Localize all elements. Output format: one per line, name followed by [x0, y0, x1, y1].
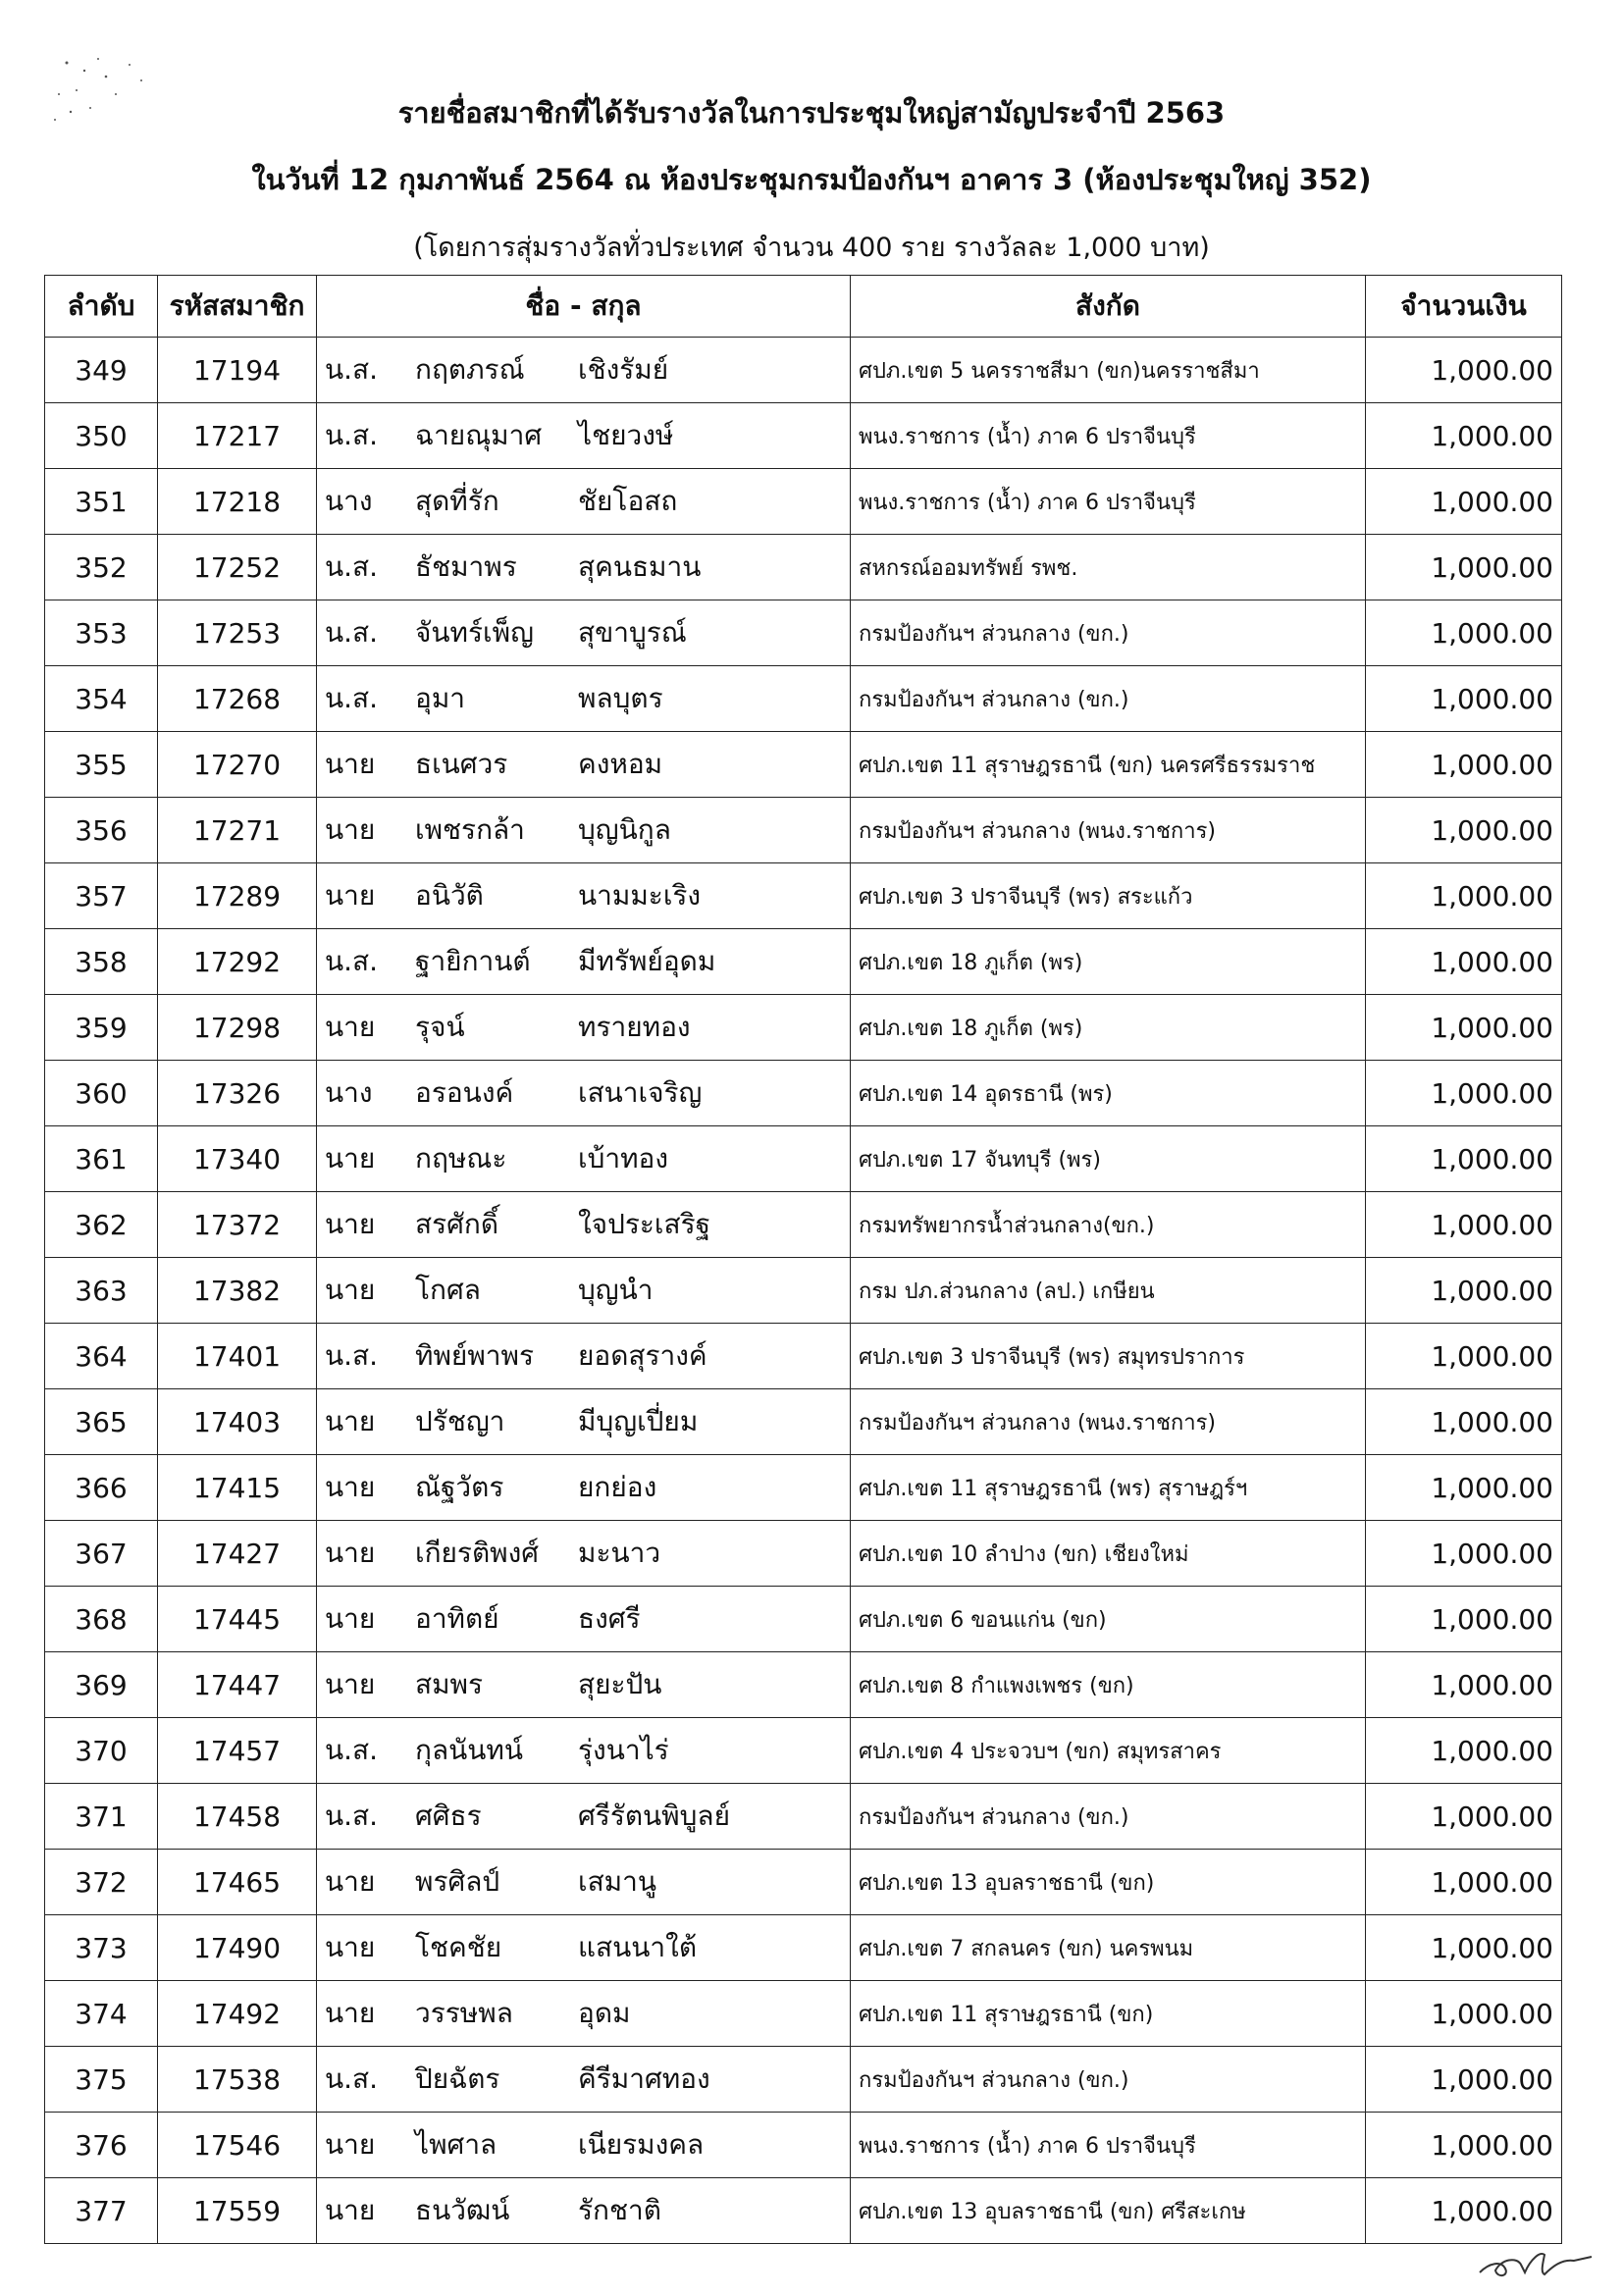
first-name: พรศิลป์: [415, 1865, 500, 1898]
table-row: [45, 2047, 1562, 2113]
first-name: เกียรติพงศ์: [415, 1537, 540, 1569]
first-name: กุลนันทน์: [415, 1734, 523, 1766]
first-name: อาทิตย์: [415, 1602, 499, 1635]
amount: 1,000.00: [1366, 1324, 1562, 1389]
row-number: 375: [45, 2047, 158, 2113]
last-name: เนียรมงคล: [578, 2128, 705, 2161]
amount: 1,000.00: [1366, 1455, 1562, 1521]
table-header-row: [45, 276, 1562, 338]
name-title: นาย: [325, 1208, 376, 1240]
member-id: 17298: [158, 995, 317, 1061]
affiliation: กรมป้องกันฯ ส่วนกลาง (ขก.): [851, 600, 1366, 666]
row-number: 361: [45, 1126, 158, 1192]
col-header-name: ชื่อ - สกุล: [317, 276, 851, 338]
last-name: ยกย่อง: [578, 1471, 657, 1503]
row-number: 367: [45, 1521, 158, 1587]
affiliation: ศปภ.เขต 10 ลำปาง (ขก) เชียงใหม่: [851, 1521, 1366, 1587]
table-row: [45, 1718, 1562, 1784]
last-name: อุดม: [578, 1997, 631, 2029]
row-number: 352: [45, 535, 158, 600]
row-number: 356: [45, 798, 158, 863]
name-title: นาย: [325, 2194, 376, 2226]
affiliation: กรมป้องกันฯ ส่วนกลาง (ขก.): [851, 2047, 1366, 2113]
row-number: 350: [45, 403, 158, 469]
row-number: 355: [45, 732, 158, 798]
winners-table: [44, 275, 1562, 2244]
name-title: นาย: [325, 1011, 376, 1043]
member-name: [317, 338, 851, 403]
table-row: [45, 929, 1562, 995]
amount: 1,000.00: [1366, 929, 1562, 995]
name-title: น.ส.: [325, 2062, 379, 2095]
last-name: แสนนาใต้: [578, 1931, 697, 1963]
first-name: อรอนงค์: [415, 1076, 514, 1109]
member-name: [317, 600, 851, 666]
affiliation: ศปภ.เขต 5 นครราชสีมา (ขก)นครราชสีมา: [851, 338, 1366, 403]
member-name: [317, 535, 851, 600]
table-row: [45, 1981, 1562, 2047]
amount: 1,000.00: [1366, 1784, 1562, 1850]
affiliation: ศปภ.เขต 11 สุราษฎรธานี (พร) สุราษฎร์ฯ: [851, 1455, 1366, 1521]
amount: 1,000.00: [1366, 1652, 1562, 1718]
member-id: 17382: [158, 1258, 317, 1324]
name-title: นาย: [325, 879, 376, 912]
name-title: น.ส.: [325, 1339, 379, 1372]
amount: 1,000.00: [1366, 798, 1562, 863]
row-number: 349: [45, 338, 158, 403]
affiliation: ศปภ.เขต 7 สกลนคร (ขก) นครพนม: [851, 1915, 1366, 1981]
first-name: รุจน์: [415, 1011, 465, 1043]
affiliation: กรมป้องกันฯ ส่วนกลาง (พนง.ราชการ): [851, 1389, 1366, 1455]
table-row: [45, 535, 1562, 600]
member-name: [317, 403, 851, 469]
member-id: 17447: [158, 1652, 317, 1718]
row-number: 360: [45, 1061, 158, 1126]
row-number: 357: [45, 863, 158, 929]
row-number: 362: [45, 1192, 158, 1258]
member-name: [317, 1784, 851, 1850]
member-id: 17415: [158, 1455, 317, 1521]
affiliation: ศปภ.เขต 3 ปราจีนบุรี (พร) สมุทรปราการ: [851, 1324, 1366, 1389]
member-name: [317, 1718, 851, 1784]
amount: 1,000.00: [1366, 1126, 1562, 1192]
first-name: ธนวัฒน์: [415, 2194, 510, 2226]
amount: 1,000.00: [1366, 995, 1562, 1061]
first-name: สุดที่รัก: [415, 485, 499, 517]
last-name: รุ่งนาไร่: [578, 1734, 669, 1766]
table-row: [45, 600, 1562, 666]
member-name: [317, 732, 851, 798]
name-title: นาย: [325, 1142, 376, 1174]
affiliation: กรมป้องกันฯ ส่วนกลาง (ขก.): [851, 1784, 1366, 1850]
table-row: [45, 1258, 1562, 1324]
last-name: พลบุตร: [578, 682, 663, 714]
amount: 1,000.00: [1366, 2178, 1562, 2244]
table-row: [45, 1521, 1562, 1587]
first-name: เพชรกล้า: [415, 813, 525, 846]
amount: 1,000.00: [1366, 1192, 1562, 1258]
name-title: น.ส.: [325, 1800, 379, 1832]
first-name: กฤษณะ: [415, 1142, 507, 1174]
amount: 1,000.00: [1366, 1389, 1562, 1455]
row-number: 351: [45, 469, 158, 535]
last-name: เบ้าทอง: [578, 1142, 669, 1174]
member-name: [317, 929, 851, 995]
table-row: [45, 666, 1562, 732]
row-number: 359: [45, 995, 158, 1061]
name-title: นาง: [325, 485, 373, 517]
member-id: 17194: [158, 338, 317, 403]
member-id: 17340: [158, 1126, 317, 1192]
row-number: 372: [45, 1850, 158, 1915]
col-header-member-id: รหัสสมาชิก: [158, 276, 317, 338]
document-note: (โดยการสุ่มรางวัลทั่วประเทศ จำนวน 400 ราย รางวัลละ 1,000 บาท): [413, 233, 1210, 263]
table-row: [45, 1455, 1562, 1521]
last-name: สุยะปัน: [578, 1668, 662, 1700]
table-row: [45, 469, 1562, 535]
amount: 1,000.00: [1366, 469, 1562, 535]
table-row: [45, 2113, 1562, 2178]
last-name: คีรีมาศทอง: [578, 2062, 710, 2095]
row-number: 371: [45, 1784, 158, 1850]
table-row: [45, 338, 1562, 403]
member-id: 17270: [158, 732, 317, 798]
first-name: ปิยฉัตร: [415, 2062, 500, 2095]
first-name: ศศิธร: [415, 1800, 482, 1832]
affiliation: กรมป้องกันฯ ส่วนกลาง (พนง.ราชการ): [851, 798, 1366, 863]
row-number: 354: [45, 666, 158, 732]
row-number: 353: [45, 600, 158, 666]
table-row: [45, 1324, 1562, 1389]
last-name: ธงศรี: [578, 1602, 641, 1635]
amount: 1,000.00: [1366, 1981, 1562, 2047]
amount: 1,000.00: [1366, 338, 1562, 403]
row-number: 370: [45, 1718, 158, 1784]
member-id: 17546: [158, 2113, 317, 2178]
amount: 1,000.00: [1366, 535, 1562, 600]
amount: 1,000.00: [1366, 600, 1562, 666]
member-id: 17271: [158, 798, 317, 863]
affiliation: ศปภ.เขต 8 กำแพงเพชร (ขก): [851, 1652, 1366, 1718]
member-id: 17401: [158, 1324, 317, 1389]
last-name: มะนาว: [578, 1537, 661, 1569]
member-id: 17218: [158, 469, 317, 535]
affiliation: ศปภ.เขต 18 ภูเก็ต (พร): [851, 929, 1366, 995]
member-name: [317, 863, 851, 929]
row-number: 364: [45, 1324, 158, 1389]
affiliation: ศปภ.เขต 4 ประจวบฯ (ขก) สมุทรสาคร: [851, 1718, 1366, 1784]
last-name: สุขาบูรณ์: [578, 616, 687, 649]
last-name: บุญนิกูล: [578, 813, 671, 846]
member-id: 17490: [158, 1915, 317, 1981]
first-name: ธัชมาพร: [415, 550, 517, 583]
member-name: [317, 1587, 851, 1652]
affiliation: ศปภ.เขต 3 ปราจีนบุรี (พร) สระแก้ว: [851, 863, 1366, 929]
table-row: [45, 1126, 1562, 1192]
name-title: น.ส.: [325, 353, 379, 386]
name-title: น.ส.: [325, 945, 379, 977]
last-name: ชัยโอสถ: [578, 485, 678, 517]
row-number: 369: [45, 1652, 158, 1718]
table-row: [45, 798, 1562, 863]
first-name: ฐายิกานต์: [415, 945, 531, 977]
affiliation: กรมทรัพยากรน้ำส่วนกลาง(ขก.): [851, 1192, 1366, 1258]
last-name: ใจประเสริฐ: [578, 1208, 711, 1240]
member-name: [317, 995, 851, 1061]
table-row: [45, 863, 1562, 929]
member-name: [317, 2113, 851, 2178]
first-name: ณัฐวัตร: [415, 1471, 504, 1503]
last-name: สุคนธมาน: [578, 550, 702, 583]
amount: 1,000.00: [1366, 666, 1562, 732]
affiliation: กรมป้องกันฯ ส่วนกลาง (ขก.): [851, 666, 1366, 732]
first-name: ธเนศวร: [415, 748, 508, 780]
member-id: 17427: [158, 1521, 317, 1587]
table-row: [45, 1850, 1562, 1915]
member-name: [317, 1915, 851, 1981]
member-id: 17457: [158, 1718, 317, 1784]
member-name: [317, 1258, 851, 1324]
member-name: [317, 1324, 851, 1389]
col-header-affiliation: สังกัด: [851, 276, 1366, 338]
name-title: นาย: [325, 1537, 376, 1569]
member-name: [317, 1850, 851, 1915]
member-name: [317, 1981, 851, 2047]
member-name: [317, 1192, 851, 1258]
name-title: นาย: [325, 748, 376, 780]
name-title: นาย: [325, 1405, 376, 1437]
row-number: 358: [45, 929, 158, 995]
amount: 1,000.00: [1366, 1850, 1562, 1915]
affiliation: สหกรณ์ออมทรัพย์ รพช.: [851, 535, 1366, 600]
first-name: ทิพย์พาพร: [415, 1339, 534, 1372]
row-number: 377: [45, 2178, 158, 2244]
member-id: 17326: [158, 1061, 317, 1126]
affiliation: พนง.ราชการ (น้ำ) ภาค 6 ปราจีนบุรี: [851, 469, 1366, 535]
affiliation: ศปภ.เขต 13 อุบลราชธานี (ขก) ศรีสะเกษ: [851, 2178, 1366, 2244]
amount: 1,000.00: [1366, 732, 1562, 798]
document-subtitle-date: ในวันที่ 12 กุมภาพันธ์ 2564 ณ ห้องประชุมกรมป้องกันฯ อาคาร 3 (ห้องประชุมใหญ่ 352): [251, 163, 1372, 196]
name-title: น.ส.: [325, 1734, 379, 1766]
table-row: [45, 1652, 1562, 1718]
last-name: ไชยวงษ์: [578, 419, 674, 451]
first-name: ปรัชญา: [415, 1405, 505, 1437]
table-row: [45, 1587, 1562, 1652]
affiliation: ศปภ.เขต 11 สุราษฎรธานี (ขก) นครศรีธรรมราช: [851, 732, 1366, 798]
amount: 1,000.00: [1366, 863, 1562, 929]
member-name: [317, 1521, 851, 1587]
last-name: เชิงรัมย์: [578, 353, 669, 386]
name-title: น.ส.: [325, 682, 379, 714]
amount: 1,000.00: [1366, 1061, 1562, 1126]
member-name: [317, 2178, 851, 2244]
amount: 1,000.00: [1366, 1915, 1562, 1981]
last-name: เสมานู: [578, 1865, 656, 1898]
name-title: น.ส.: [325, 419, 379, 451]
member-id: 17559: [158, 2178, 317, 2244]
member-name: [317, 1061, 851, 1126]
row-number: 368: [45, 1587, 158, 1652]
first-name: กฤตภรณ์: [415, 353, 525, 386]
last-name: เสนาเจริญ: [578, 1076, 703, 1109]
amount: 1,000.00: [1366, 403, 1562, 469]
row-number: 376: [45, 2113, 158, 2178]
member-id: 17445: [158, 1587, 317, 1652]
row-number: 374: [45, 1981, 158, 2047]
name-title: นาย: [325, 813, 376, 846]
row-number: 366: [45, 1455, 158, 1521]
member-name: [317, 798, 851, 863]
table-row: [45, 1389, 1562, 1455]
affiliation: ศปภ.เขต 11 สุราษฎรธานี (ขก): [851, 1981, 1366, 2047]
member-id: 17458: [158, 1784, 317, 1850]
name-title: น.ส.: [325, 616, 379, 649]
name-title: น.ส.: [325, 550, 379, 583]
name-title: นาย: [325, 1471, 376, 1503]
last-name: มีบุญเปี่ยม: [578, 1405, 699, 1437]
member-name: [317, 1652, 851, 1718]
amount: 1,000.00: [1366, 2047, 1562, 2113]
table-row: [45, 1061, 1562, 1126]
signature-mark: [1472, 2237, 1599, 2281]
first-name: โชคชัย: [415, 1931, 502, 1963]
affiliation: ศปภ.เขต 14 อุดรธานี (พร): [851, 1061, 1366, 1126]
table-row: [45, 2178, 1562, 2244]
first-name: สรศักดิ์: [415, 1208, 499, 1240]
member-id: 17289: [158, 863, 317, 929]
name-title: นาย: [325, 1997, 376, 2029]
last-name: นามมะเริง: [578, 879, 702, 912]
member-id: 17403: [158, 1389, 317, 1455]
affiliation: ศปภ.เขต 13 อุบลราชธานี (ขก): [851, 1850, 1366, 1915]
first-name: ไพศาล: [415, 2128, 497, 2161]
member-name: [317, 469, 851, 535]
first-name: ฉายณุมาศ: [415, 419, 543, 451]
amount: 1,000.00: [1366, 1258, 1562, 1324]
row-number: 365: [45, 1389, 158, 1455]
table-row: [45, 1915, 1562, 1981]
last-name: มีทรัพย์อุดม: [578, 945, 716, 977]
member-name: [317, 1126, 851, 1192]
amount: 1,000.00: [1366, 1718, 1562, 1784]
member-name: [317, 1455, 851, 1521]
affiliation: กรม ปภ.ส่วนกลาง (ลป.) เกษียน: [851, 1258, 1366, 1324]
first-name: วรรษพล: [415, 1997, 513, 2029]
member-id: 17492: [158, 1981, 317, 2047]
table-row: [45, 732, 1562, 798]
member-id: 17465: [158, 1850, 317, 1915]
row-number: 363: [45, 1258, 158, 1324]
first-name: โกศล: [415, 1274, 481, 1306]
affiliation: พนง.ราชการ (น้ำ) ภาค 6 ปราจีนบุรี: [851, 2113, 1366, 2178]
first-name: อุมา: [415, 682, 465, 714]
member-id: 17372: [158, 1192, 317, 1258]
member-id: 17252: [158, 535, 317, 600]
first-name: สมพร: [415, 1668, 484, 1700]
last-name: บุญนำ: [578, 1274, 654, 1306]
amount: 1,000.00: [1366, 2113, 1562, 2178]
row-number: 373: [45, 1915, 158, 1981]
member-id: 17292: [158, 929, 317, 995]
name-title: นาย: [325, 1602, 376, 1635]
first-name: จันทร์เพ็ญ: [415, 616, 534, 649]
name-title: นาย: [325, 2128, 376, 2161]
amount: 1,000.00: [1366, 1587, 1562, 1652]
member-name: [317, 666, 851, 732]
table-row: [45, 403, 1562, 469]
affiliation: พนง.ราชการ (น้ำ) ภาค 6 ปราจีนบุรี: [851, 403, 1366, 469]
name-title: นาย: [325, 1274, 376, 1306]
affiliation: ศปภ.เขต 17 จันทบุรี (พร): [851, 1126, 1366, 1192]
document-title: รายชื่อสมาชิกที่ได้รับรางวัลในการประชุมใหญ่สามัญประจำปี 2563: [397, 96, 1226, 130]
amount: 1,000.00: [1366, 1521, 1562, 1587]
last-name: รักชาติ: [578, 2194, 661, 2226]
name-title: นาย: [325, 1865, 376, 1898]
name-title: นาง: [325, 1076, 373, 1109]
last-name: คงหอม: [578, 748, 663, 780]
member-id: 17268: [158, 666, 317, 732]
table-row: [45, 1784, 1562, 1850]
last-name: ยอดสุรางค์: [578, 1339, 707, 1372]
member-id: 17538: [158, 2047, 317, 2113]
name-title: นาย: [325, 1931, 376, 1963]
first-name: อนิวัติ: [415, 879, 484, 912]
col-header-amount: จำนวนเงิน: [1366, 276, 1562, 338]
member-name: [317, 1389, 851, 1455]
member-id: 17253: [158, 600, 317, 666]
affiliation: ศปภ.เขต 18 ภูเก็ต (พร): [851, 995, 1366, 1061]
table-row: [45, 1192, 1562, 1258]
affiliation: ศปภ.เขต 6 ขอนแก่น (ขก): [851, 1587, 1366, 1652]
last-name: ศรีรัตนพิบูลย์: [578, 1800, 730, 1832]
last-name: ทรายทอง: [578, 1011, 691, 1043]
col-header-no: ลำดับ: [45, 276, 158, 338]
name-title: นาย: [325, 1668, 376, 1700]
member-id: 17217: [158, 403, 317, 469]
member-name: [317, 2047, 851, 2113]
table-row: [45, 995, 1562, 1061]
